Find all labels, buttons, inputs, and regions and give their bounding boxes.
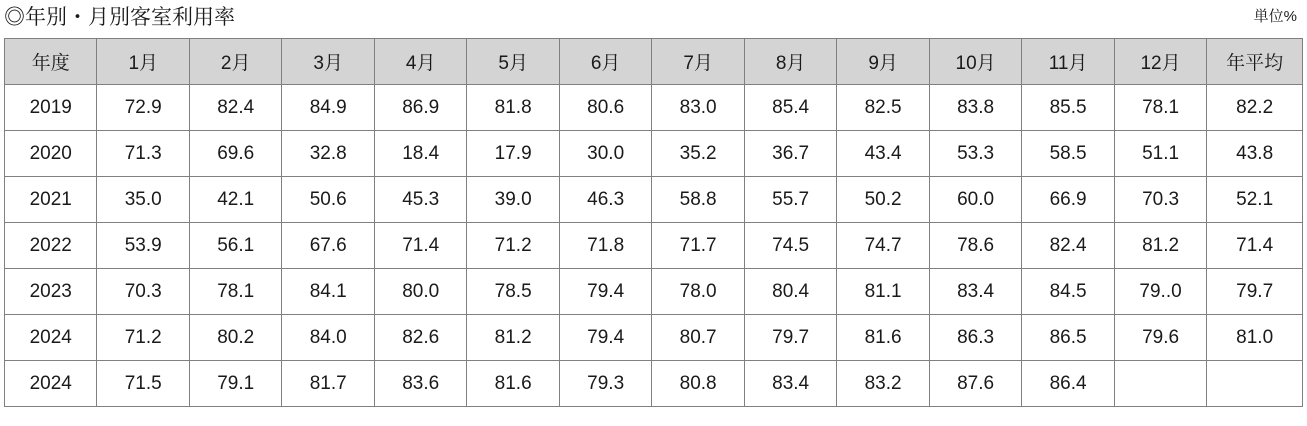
- table-row: [5, 315, 1303, 361]
- column-header: 11月: [1022, 39, 1114, 85]
- table-cell: 87.6: [929, 361, 1021, 407]
- table-cell: 84.5: [1022, 269, 1114, 315]
- row-year: 2024: [5, 361, 97, 407]
- table-cell: 80.8: [652, 361, 744, 407]
- column-header: 年度: [5, 39, 97, 85]
- table-cell: 78.6: [929, 223, 1021, 269]
- table-cell: 79.1: [189, 361, 281, 407]
- table-cell: 67.6: [282, 223, 374, 269]
- table-row: [5, 85, 1303, 131]
- table-cell: 83.4: [744, 361, 836, 407]
- table-cell: 78.5: [467, 269, 559, 315]
- table-cell: 74.7: [837, 223, 929, 269]
- column-header: 5月: [467, 39, 559, 85]
- row-year: 2023: [5, 269, 97, 315]
- table-cell: 84.9: [282, 85, 374, 131]
- table-header-row: [5, 39, 1303, 85]
- row-year: 2019: [5, 85, 97, 131]
- table-cell: 53.3: [929, 131, 1021, 177]
- row-year: 2024: [5, 315, 97, 361]
- page-title: ◎年別・月別客室利用率: [4, 6, 235, 29]
- table-cell: 86.3: [929, 315, 1021, 361]
- table-cell: 84.0: [282, 315, 374, 361]
- table-cell: 82.4: [1022, 223, 1114, 269]
- table-cell: 42.1: [189, 177, 281, 223]
- table-cell: 52.1: [1207, 177, 1303, 223]
- unit-label: 単位%: [1253, 8, 1297, 25]
- table-cell: 83.4: [929, 269, 1021, 315]
- table-cell: 17.9: [467, 131, 559, 177]
- column-header: 6月: [559, 39, 651, 85]
- table-cell: 35.0: [97, 177, 189, 223]
- table-cell: 70.3: [1114, 177, 1206, 223]
- table-cell: 81.2: [1114, 223, 1206, 269]
- table-cell: 79.4: [559, 315, 651, 361]
- table-row: [5, 131, 1303, 177]
- table-cell: 45.3: [374, 177, 466, 223]
- table-cell: 60.0: [929, 177, 1021, 223]
- table-cell: 35.2: [652, 131, 744, 177]
- table-cell: 81.7: [282, 361, 374, 407]
- table-cell: 71.3: [97, 131, 189, 177]
- column-header: 1月: [97, 39, 189, 85]
- table-cell: 18.4: [374, 131, 466, 177]
- table-cell: 51.1: [1114, 131, 1206, 177]
- table-cell: 82.2: [1207, 85, 1303, 131]
- table-cell: [1207, 361, 1303, 407]
- table-cell: 69.6: [189, 131, 281, 177]
- table-cell: 79.6: [1114, 315, 1206, 361]
- row-year: 2020: [5, 131, 97, 177]
- table-cell: 81.0: [1207, 315, 1303, 361]
- table-cell: 79.7: [744, 315, 836, 361]
- table-cell: 70.3: [97, 269, 189, 315]
- table-cell: 83.2: [837, 361, 929, 407]
- table-cell: 71.4: [374, 223, 466, 269]
- table-cell: 30.0: [559, 131, 651, 177]
- table-cell: 83.8: [929, 85, 1021, 131]
- table-cell: 81.6: [837, 315, 929, 361]
- table-row: [5, 269, 1303, 315]
- table-cell: 71.2: [467, 223, 559, 269]
- table-cell: 43.4: [837, 131, 929, 177]
- table-cell: 81.6: [467, 361, 559, 407]
- table-cell: [1114, 361, 1206, 407]
- table-cell: 66.9: [1022, 177, 1114, 223]
- column-header: 4月: [374, 39, 466, 85]
- table-cell: 78.0: [652, 269, 744, 315]
- table-cell: 50.6: [282, 177, 374, 223]
- table-cell: 79..0: [1114, 269, 1206, 315]
- table-cell: 80.6: [559, 85, 651, 131]
- table-cell: 79.3: [559, 361, 651, 407]
- table-cell: 71.5: [97, 361, 189, 407]
- table-cell: 74.5: [744, 223, 836, 269]
- table-row: [5, 223, 1303, 269]
- table-cell: 39.0: [467, 177, 559, 223]
- table-cell: 53.9: [97, 223, 189, 269]
- row-year: 2021: [5, 177, 97, 223]
- table-cell: 81.8: [467, 85, 559, 131]
- table-cell: 82.6: [374, 315, 466, 361]
- column-header: 7月: [652, 39, 744, 85]
- table-cell: 71.2: [97, 315, 189, 361]
- table-cell: 71.7: [652, 223, 744, 269]
- column-header: 3月: [282, 39, 374, 85]
- column-header: 9月: [837, 39, 929, 85]
- table-cell: 46.3: [559, 177, 651, 223]
- table-cell: 86.9: [374, 85, 466, 131]
- table-cell: 58.5: [1022, 131, 1114, 177]
- table-cell: 79.7: [1207, 269, 1303, 315]
- table-cell: 55.7: [744, 177, 836, 223]
- table-cell: 78.1: [189, 269, 281, 315]
- table-cell: 86.5: [1022, 315, 1114, 361]
- table-row: [5, 361, 1303, 407]
- occupancy-rate-table: [4, 38, 1303, 407]
- table-cell: 80.2: [189, 315, 281, 361]
- table-cell: 82.5: [837, 85, 929, 131]
- table-cell: 80.4: [744, 269, 836, 315]
- table-cell: 85.5: [1022, 85, 1114, 131]
- table-cell: 85.4: [744, 85, 836, 131]
- table-cell: 79.4: [559, 269, 651, 315]
- table-cell: 84.1: [282, 269, 374, 315]
- table-cell: 43.8: [1207, 131, 1303, 177]
- table-cell: 71.4: [1207, 223, 1303, 269]
- table-cell: 36.7: [744, 131, 836, 177]
- table-cell: 81.2: [467, 315, 559, 361]
- column-header: 年平均: [1207, 39, 1303, 85]
- table-cell: 32.8: [282, 131, 374, 177]
- column-header: 8月: [744, 39, 836, 85]
- table-row: [5, 177, 1303, 223]
- table-cell: 71.8: [559, 223, 651, 269]
- table-cell: 83.0: [652, 85, 744, 131]
- table-cell: 56.1: [189, 223, 281, 269]
- column-header: 10月: [929, 39, 1021, 85]
- table-cell: 82.4: [189, 85, 281, 131]
- column-header: 2月: [189, 39, 281, 85]
- table-cell: 80.7: [652, 315, 744, 361]
- column-header: 12月: [1114, 39, 1206, 85]
- title-row: [0, 0, 1307, 36]
- table-cell: 80.0: [374, 269, 466, 315]
- row-year: 2022: [5, 223, 97, 269]
- table-cell: 81.1: [837, 269, 929, 315]
- table-cell: 78.1: [1114, 85, 1206, 131]
- table-cell: 58.8: [652, 177, 744, 223]
- table-cell: 72.9: [97, 85, 189, 131]
- table-cell: 50.2: [837, 177, 929, 223]
- table-cell: 86.4: [1022, 361, 1114, 407]
- table-cell: 83.6: [374, 361, 466, 407]
